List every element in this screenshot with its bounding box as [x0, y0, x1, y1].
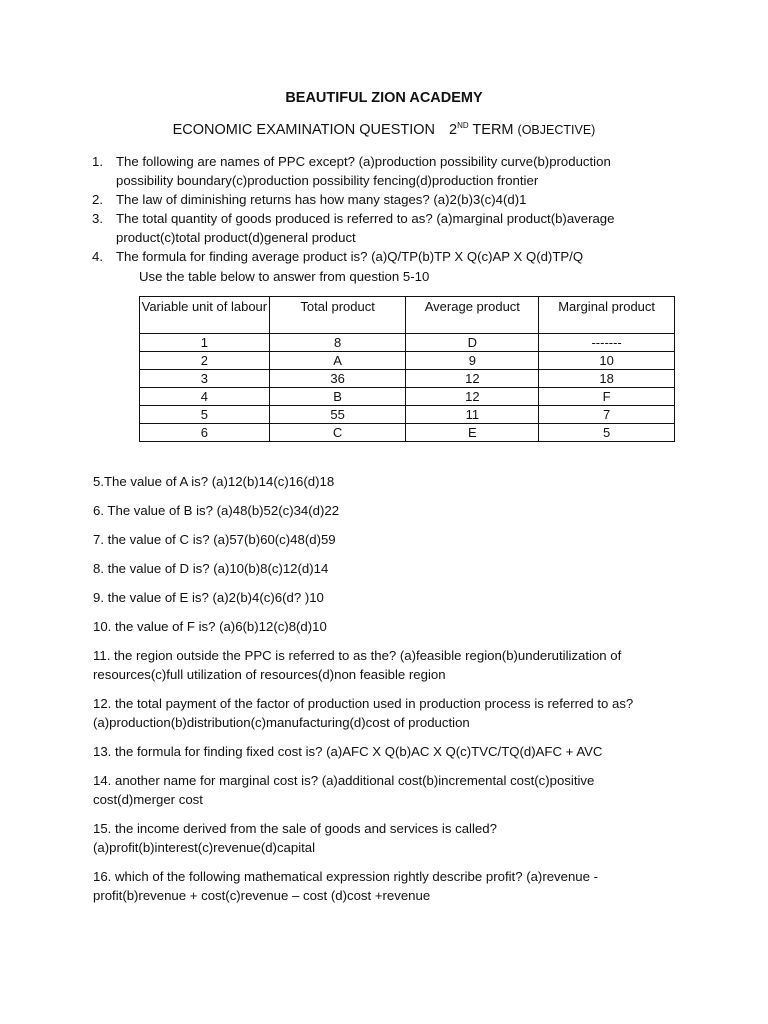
table-cell: 10 [539, 352, 675, 370]
table-cell: 8 [269, 334, 406, 352]
table-cell: B [269, 388, 406, 406]
question-11: 11. the region outside the PPC is referred to as the? (a)feasible region(b)underutilization of resources(c)full utilization of resources(d)non feasible region [93, 648, 622, 682]
table-cell: D [406, 334, 539, 352]
school-name: BEAUTIFUL ZION ACADEMY [285, 90, 483, 106]
question-7: 7. the value of C is? (a)57(b)60(c)48(d)59 [93, 532, 336, 547]
table-row [140, 406, 675, 424]
question-5: 5.The value of A is? (a)12(b)14(c)16(d)18 [93, 474, 335, 489]
table-cell: F [539, 388, 675, 406]
table-cell: 12 [406, 388, 539, 406]
table-instruction: Use the table below to answer from question 5-10 [139, 269, 430, 284]
question-number: 2. [92, 192, 103, 207]
question-item [92, 209, 656, 247]
question-number: 4. [92, 249, 103, 264]
question-number: 1. [92, 154, 103, 169]
question-text: The formula for finding average product is? (a)Q/TP(b)TP X Q(c)AP X Q(d)TP/Q [116, 249, 584, 264]
table-cell: A [269, 352, 406, 370]
header-marginal-product: Marginal product [539, 297, 675, 334]
table-cell: 7 [539, 406, 675, 424]
table-row [140, 424, 675, 442]
question-number: 3. [92, 211, 103, 226]
term-suffix: ND [457, 121, 469, 131]
table-cell: 9 [406, 352, 539, 370]
question-item [92, 152, 656, 190]
table-cell: 2 [140, 352, 270, 370]
table-cell: 36 [269, 370, 406, 388]
question-12: 12. the total payment of the factor of production used in production process is referred to as? (a)production(b)distribution(c)manufacturing(d)cost of production [93, 696, 634, 730]
question-13: 13. the formula for finding fixed cost is? (a)AFC X Q(b)AC X Q(c)TVC/TQ(d)AFC + AVC [93, 744, 603, 759]
question-8: 8. the value of D is? (a)10(b)8(c)12(d)14 [93, 561, 329, 576]
question-text: The following are names of PPC except? (a)production possibility curve(b)production possibility boundary(c)production possibility fencing(d)production frontier [116, 154, 611, 188]
table-row [140, 334, 675, 352]
table-row [140, 388, 675, 406]
question-15: 15. the income derived from the sale of goods and services is called? (a)profit(b)interest(c)revenue(d)capital [93, 821, 497, 855]
table-cell: 5 [140, 406, 270, 424]
header-labour: Variable unit of labour [140, 297, 270, 334]
exam-title-prefix: ECONOMIC EXAMINATION QUESTION [172, 122, 435, 138]
table-cell: 5 [539, 424, 675, 442]
table-row [140, 352, 675, 370]
table-cell: 12 [406, 370, 539, 388]
table-header-row [140, 297, 675, 334]
header-average-product: Average product [406, 297, 539, 334]
question-16: 16. which of the following mathematical expression rightly describe profit? (a)revenue - profit(b)revenue + cost(c)revenue – cost (d)cost +revenue [93, 869, 599, 903]
question-item [92, 247, 656, 266]
question-6: 6. The value of B is? (a)48(b)52(c)34(d)22 [93, 503, 340, 518]
table-cell: 55 [269, 406, 406, 424]
question-14: 14. another name for marginal cost is? (a)additional cost(b)incremental cost(c)positive cost(d)merger cost [93, 773, 595, 807]
table-cell: 18 [539, 370, 675, 388]
objective-label: (OBJECTIVE) [517, 123, 596, 137]
table-cell: C [269, 424, 406, 442]
table-cell: E [406, 424, 539, 442]
header-total-product: Total product [269, 297, 406, 334]
exam-title [0, 122, 768, 138]
table-cell: ------- [539, 334, 675, 352]
table-cell: 3 [140, 370, 270, 388]
table-cell: 11 [406, 406, 539, 424]
table-cell: 4 [140, 388, 270, 406]
question-item [92, 190, 656, 209]
term-word: TERM [472, 122, 514, 138]
table-cell: 1 [140, 334, 270, 352]
production-table [139, 296, 675, 442]
question-list-1-4 [92, 152, 656, 266]
term-number: 2 [449, 122, 458, 138]
table-row [140, 370, 675, 388]
question-9: 9. the value of E is? (a)2(b)4(c)6(d? )10 [93, 590, 324, 605]
question-text: The law of diminishing returns has how many stages? (a)2(b)3(c)4(d)1 [116, 192, 527, 207]
question-10: 10. the value of F is? (a)6(b)12(c)8(d)10 [93, 619, 327, 634]
question-list-5-16 [93, 472, 668, 915]
table-cell: 6 [140, 424, 270, 442]
question-text: The total quantity of goods produced is referred to as? (a)marginal product(b)average product(c)total product(d)general product [116, 211, 615, 245]
